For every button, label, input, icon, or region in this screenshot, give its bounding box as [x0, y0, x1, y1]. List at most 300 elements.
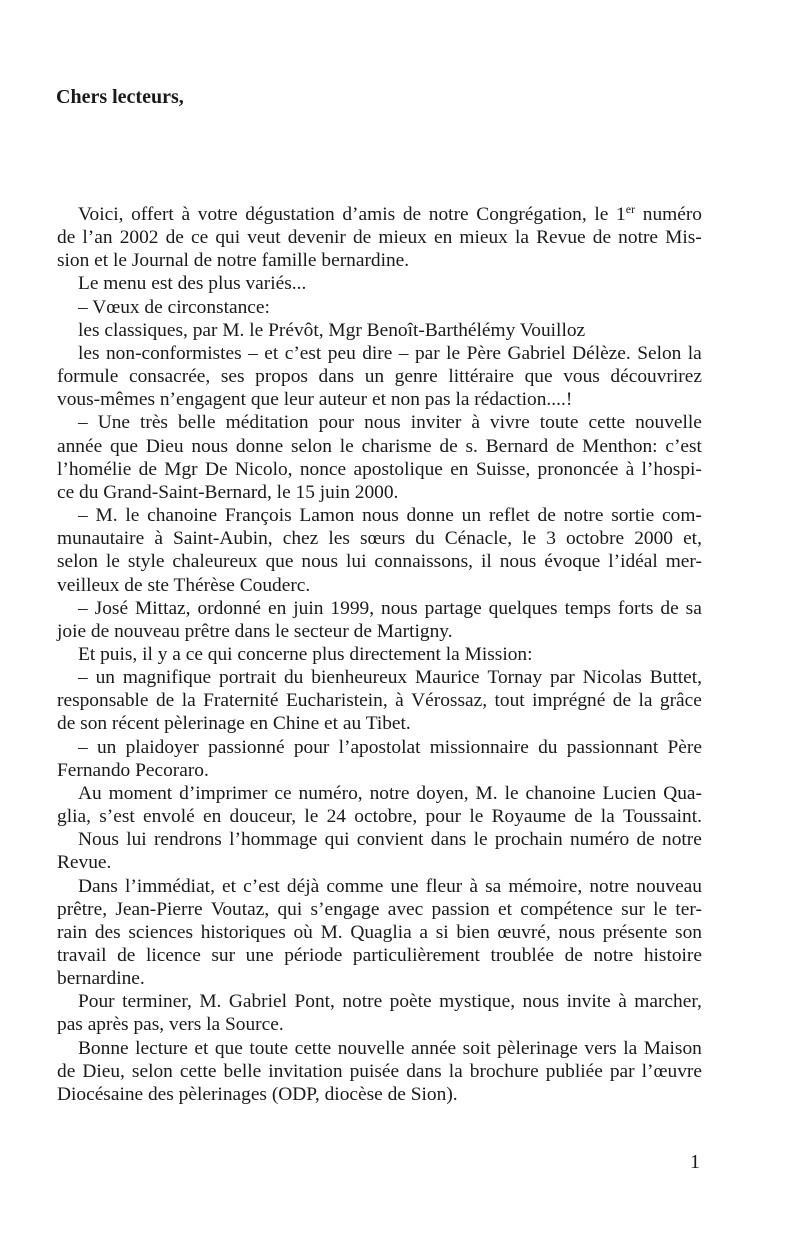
text-line [57, 411, 702, 434]
word: Revue [536, 227, 586, 249]
word: le [446, 342, 461, 364]
word: un [461, 505, 482, 527]
word: la [181, 690, 196, 712]
word: historiques [200, 921, 286, 943]
word: le [522, 528, 537, 550]
word: mieux [459, 227, 508, 249]
word: soit [462, 1037, 491, 1059]
word: pèlerinage [497, 1037, 578, 1059]
word: nous [499, 551, 537, 573]
word: Saint-Aubin, [173, 528, 273, 550]
word: s. [465, 435, 478, 457]
word: à [618, 991, 627, 1013]
word: l’an [82, 227, 113, 249]
word: évoque [544, 551, 601, 573]
text-line [57, 1037, 702, 1060]
word: et [194, 1037, 209, 1059]
word: nous [362, 505, 399, 527]
line-text-after: numéro [635, 204, 702, 225]
word: mer- [665, 551, 702, 573]
word: la [638, 690, 653, 712]
line-text: Le menu est des plus variés... [78, 273, 307, 295]
word: les [78, 342, 100, 364]
word: passionnant [566, 736, 659, 758]
word: Nicolo, [234, 458, 293, 480]
word: Selon [637, 342, 682, 364]
word: Une [97, 412, 130, 434]
word: un [364, 366, 385, 388]
word: Jean-Pierre [115, 898, 203, 920]
word: selon [291, 435, 332, 457]
word: nous [381, 597, 418, 619]
word: bienheureux [311, 667, 408, 689]
text-line [57, 990, 702, 1013]
word: rain [57, 921, 88, 943]
text-line [57, 226, 702, 249]
word: formule [57, 366, 119, 388]
text-line [57, 296, 702, 319]
word: moment [108, 782, 173, 804]
word: que [214, 1037, 243, 1059]
word: pour [293, 736, 330, 758]
text-line [57, 851, 702, 874]
word: Père [466, 342, 502, 364]
word: une [245, 945, 274, 966]
word: 24 [326, 806, 346, 828]
text-line [57, 597, 702, 620]
word: l’idéal [608, 551, 658, 573]
text-line [57, 643, 702, 666]
text-line [57, 342, 702, 365]
word: devenir [287, 227, 346, 249]
word: année [410, 1037, 457, 1059]
word: vivre [489, 412, 530, 434]
word: ce [274, 782, 292, 804]
word: José [94, 597, 129, 619]
word: prochain [494, 829, 563, 851]
word: le [339, 435, 354, 457]
word: convient [356, 829, 424, 851]
word: Au [78, 782, 102, 804]
word: nonce [299, 458, 347, 480]
word: octobre, [354, 806, 418, 828]
word: la [623, 1037, 638, 1059]
word: Tornay [487, 667, 543, 689]
word: sur [211, 945, 236, 966]
text-line [57, 272, 702, 295]
word: que [110, 435, 139, 457]
word: M. [475, 782, 498, 804]
word: de [636, 829, 655, 851]
word: dans [430, 829, 467, 851]
word: responsable [57, 690, 149, 712]
word: ordonné [197, 597, 262, 619]
text-line [57, 365, 702, 388]
word: Pour [78, 991, 115, 1013]
text-line [57, 527, 702, 550]
word: notre [369, 782, 410, 804]
word: notre [563, 505, 604, 527]
word: peu [327, 342, 356, 364]
word: qui [215, 227, 241, 249]
word: des [94, 921, 121, 943]
word: Mittaz, [135, 597, 191, 619]
word: du [283, 667, 304, 689]
word: compétence [520, 898, 613, 920]
word: M. [95, 505, 118, 527]
word: c’est [284, 342, 322, 364]
word: forts [617, 597, 654, 619]
word: doyen, [416, 782, 469, 804]
word: glia, [57, 806, 91, 828]
word: fleur [425, 875, 463, 897]
word: une [390, 875, 419, 897]
line-text: – Vœux de circonstance: [78, 296, 270, 318]
word: Bonne [78, 1037, 129, 1059]
word: du [538, 736, 558, 758]
text-line [57, 550, 702, 573]
word: Fraternité [203, 690, 279, 712]
word: selon [57, 551, 98, 573]
word: Cénacle, [444, 528, 513, 550]
text-line [57, 759, 702, 782]
word: et [222, 875, 237, 897]
word: de [57, 227, 76, 249]
word: un [96, 736, 117, 758]
text-line [57, 805, 702, 828]
word: mieux [378, 227, 427, 249]
word: imprégné [532, 690, 606, 712]
word: déjà [286, 875, 320, 897]
word: sœurs [359, 528, 406, 550]
word: de [138, 458, 157, 480]
word: lui [126, 829, 147, 851]
word: Père [667, 736, 702, 758]
line-text: Revue. [57, 852, 112, 874]
word: la [687, 342, 702, 364]
word: charisme [361, 435, 432, 457]
word: de [117, 945, 136, 966]
word: c’est [665, 435, 702, 457]
word: l’hommage [229, 829, 318, 851]
word: puisée [349, 1060, 400, 1082]
word: Dans [78, 875, 118, 897]
text-line [57, 1013, 702, 1036]
word: douceur, [229, 806, 297, 828]
word: il [480, 551, 492, 573]
line-text: vous-mêmes n’engagent que leur auteur et non pas la rédaction....! [57, 389, 573, 411]
word: poète [389, 991, 432, 1013]
word: chaleureux [172, 551, 258, 573]
word: de [165, 227, 184, 249]
word: non-conformistes [105, 342, 242, 364]
word: Qua- [663, 782, 702, 804]
word: Eucharistein, [285, 690, 388, 712]
word: très [139, 412, 168, 434]
word: si [435, 921, 449, 943]
word: qui [277, 898, 303, 920]
word: période [284, 945, 343, 966]
text-line [57, 967, 702, 990]
word: à [154, 528, 163, 550]
word: la [514, 227, 529, 249]
word: ter- [675, 898, 702, 920]
text-line [57, 736, 702, 759]
word: temps [564, 597, 611, 619]
word: munautaire [57, 528, 145, 550]
word: François [224, 505, 292, 527]
text-line [57, 620, 702, 643]
word: nous [364, 412, 401, 434]
word: Dieu, [82, 1060, 125, 1082]
letter-body [57, 203, 702, 1106]
word: invitation [268, 1060, 343, 1082]
word: en [433, 227, 453, 249]
word: sa [685, 597, 702, 619]
word: notre [589, 875, 630, 897]
salutation-heading: Chers lecteurs, [56, 86, 184, 108]
word: la [448, 1060, 463, 1082]
word: comme [326, 875, 384, 897]
word: c’est [243, 875, 280, 897]
word: dire [362, 342, 393, 364]
word: vers [584, 1037, 617, 1059]
word: nous [301, 551, 339, 573]
word: les [328, 528, 350, 550]
text-line [57, 875, 702, 898]
word: Gabriel [228, 991, 288, 1013]
word: nous [522, 991, 560, 1013]
line-text: Et puis, il y a ce qui concerne plus directement la Mission: [78, 643, 533, 665]
text-line [57, 574, 702, 597]
word: envolé [143, 806, 195, 828]
text-line [57, 828, 702, 851]
word: de [612, 690, 632, 712]
word: à [625, 458, 635, 480]
word: un [95, 667, 115, 689]
word: – [78, 667, 88, 689]
word: le [473, 829, 488, 851]
word: travail [57, 945, 107, 966]
word: mémoire, [508, 875, 583, 897]
word: prononcée [537, 458, 619, 480]
line-text: pas après pas, vers la Source. [57, 1014, 284, 1036]
line-text: Voici, offert à votre dégustation d’amis de notre Congrégation, le 1 [78, 204, 626, 225]
word: invite [566, 991, 611, 1013]
word: marcher, [634, 991, 702, 1013]
word: – [78, 736, 88, 758]
word: magnifique [122, 667, 212, 689]
word: s’engage [310, 898, 380, 920]
word: inviter [410, 412, 462, 434]
word: publiée [545, 1060, 603, 1082]
word: dans [318, 366, 355, 388]
word: œuvré, [497, 921, 551, 943]
word: selon [131, 1060, 173, 1082]
text-line [57, 1060, 702, 1083]
word: notre [662, 829, 702, 851]
word: et, [683, 528, 702, 550]
page-number: 1 [690, 1151, 700, 1173]
word: propos [255, 366, 308, 388]
word: Pont, [294, 991, 335, 1013]
word: où [293, 921, 313, 943]
word: prêtre, [57, 898, 108, 920]
word: son [675, 921, 702, 943]
word: qui [324, 829, 350, 851]
word: le [304, 806, 319, 828]
text-line [57, 898, 702, 921]
word: dans [406, 1060, 442, 1082]
word: cette [294, 1037, 332, 1059]
line-text: veilleux de ste Thérèse Couderc. [57, 574, 311, 596]
word: s’est [99, 806, 135, 828]
word: 3 [546, 528, 556, 550]
text-line [57, 481, 702, 504]
text-line [57, 921, 702, 944]
word: de [352, 227, 372, 249]
word: Lucien [602, 782, 657, 804]
word: bien [456, 921, 490, 943]
word: de [537, 505, 556, 527]
line-text: ce du Grand-Saint-Bernard, le 15 juin 2000. [57, 481, 399, 503]
word: en [202, 806, 222, 828]
word: et [264, 342, 279, 364]
word: Nicolas [582, 667, 642, 689]
word: à [471, 412, 480, 434]
word: brochure [469, 1060, 539, 1082]
word: que [265, 551, 294, 573]
word: de [592, 227, 612, 249]
word: l’apostolat [338, 736, 421, 758]
word: – [248, 342, 258, 364]
text-line [57, 249, 702, 272]
word: nous [191, 435, 228, 457]
word: licence [145, 945, 201, 966]
line-text: de son récent pèlerinage en Chine et au Tibet. [57, 713, 411, 735]
word: 2000 [634, 528, 673, 550]
word: d’imprimer [179, 782, 268, 804]
word: Suisse, [475, 458, 531, 480]
word: Vérossaz, [411, 690, 488, 712]
text-line [57, 203, 702, 226]
word: numéro, [298, 782, 363, 804]
line-text: les classiques, par M. le Prévôt, Mgr Benoît-Barthélémy Vouilloz [78, 319, 586, 341]
text-line [57, 435, 702, 458]
word: M. [199, 991, 222, 1013]
text-line [57, 782, 702, 805]
word: et [498, 898, 512, 920]
word: de [155, 690, 175, 712]
word: sortie [611, 505, 655, 527]
word: rendrons [153, 829, 222, 851]
word: tout [494, 690, 525, 712]
word: plaidoyer [125, 736, 199, 758]
word: chez [282, 528, 319, 550]
word: style [127, 551, 165, 573]
line-text: sion et le Journal de notre famille bernardine. [57, 250, 410, 272]
word: de [660, 597, 679, 619]
word: Maison [643, 1037, 702, 1059]
word: méditation [225, 412, 309, 434]
line-text: Diocésaine des pèlerinages (ODP, diocèse de Sion). [57, 1083, 458, 1105]
text-line [57, 319, 702, 342]
word: par [414, 342, 440, 364]
word: M. [320, 921, 343, 943]
word: mystique, [439, 991, 516, 1013]
word: – [78, 412, 88, 434]
word: notre [342, 991, 383, 1013]
word: découvrirez [610, 366, 702, 388]
word: belle [177, 412, 216, 434]
word: à [469, 875, 478, 897]
word: genre [394, 366, 438, 388]
line-text: Fernando Pecoraro. [57, 759, 209, 781]
word: juin [293, 597, 324, 619]
word: ses [220, 366, 245, 388]
word: Menthon: [582, 435, 658, 457]
word: terminer, [122, 991, 192, 1013]
word: Voutaz, [210, 898, 270, 920]
word: – [78, 505, 88, 527]
word: nouvelle [337, 1037, 405, 1059]
word: Toussaint. [623, 806, 702, 828]
word: littéraire [448, 366, 514, 388]
word: nouveau [636, 875, 702, 897]
word: la [600, 806, 615, 828]
word: octobre [565, 528, 625, 550]
word: Buttet, [649, 667, 702, 689]
word: cette [588, 412, 626, 434]
word: de [57, 1060, 76, 1082]
word: Lamon [299, 505, 355, 527]
word: belle [223, 1060, 262, 1082]
word: histoire [643, 945, 702, 966]
word: le [469, 806, 484, 828]
text-line [57, 944, 702, 967]
word: l’immédiat, [124, 875, 215, 897]
word: avec [387, 898, 424, 920]
word: de [439, 435, 458, 457]
word: particulièrement [352, 945, 480, 966]
word: lui [345, 551, 367, 573]
word: 2002 [119, 227, 159, 249]
word: troublée [490, 945, 555, 966]
word: reflet [488, 505, 530, 527]
word: l’hospi- [641, 458, 702, 480]
word: le [653, 898, 668, 920]
word: en [268, 597, 287, 619]
word: ce [191, 227, 209, 249]
word: consacrée, [128, 366, 211, 388]
ordinal-superscript: er [625, 202, 636, 216]
word: Nous [78, 829, 119, 851]
word: Gabriel [507, 342, 566, 364]
text-line [57, 388, 702, 411]
word: en [450, 458, 469, 480]
word: vous [563, 366, 600, 388]
text-line [57, 504, 702, 527]
word: Royaume [491, 806, 566, 828]
word: numéro [569, 829, 630, 851]
word: connaissons, [374, 551, 473, 573]
word: l’œuvre [641, 1060, 702, 1082]
word: – [78, 597, 88, 619]
word: sciences [128, 921, 193, 943]
word: portrait [219, 667, 277, 689]
word: apostolique [353, 458, 443, 480]
word: partage [424, 597, 482, 619]
